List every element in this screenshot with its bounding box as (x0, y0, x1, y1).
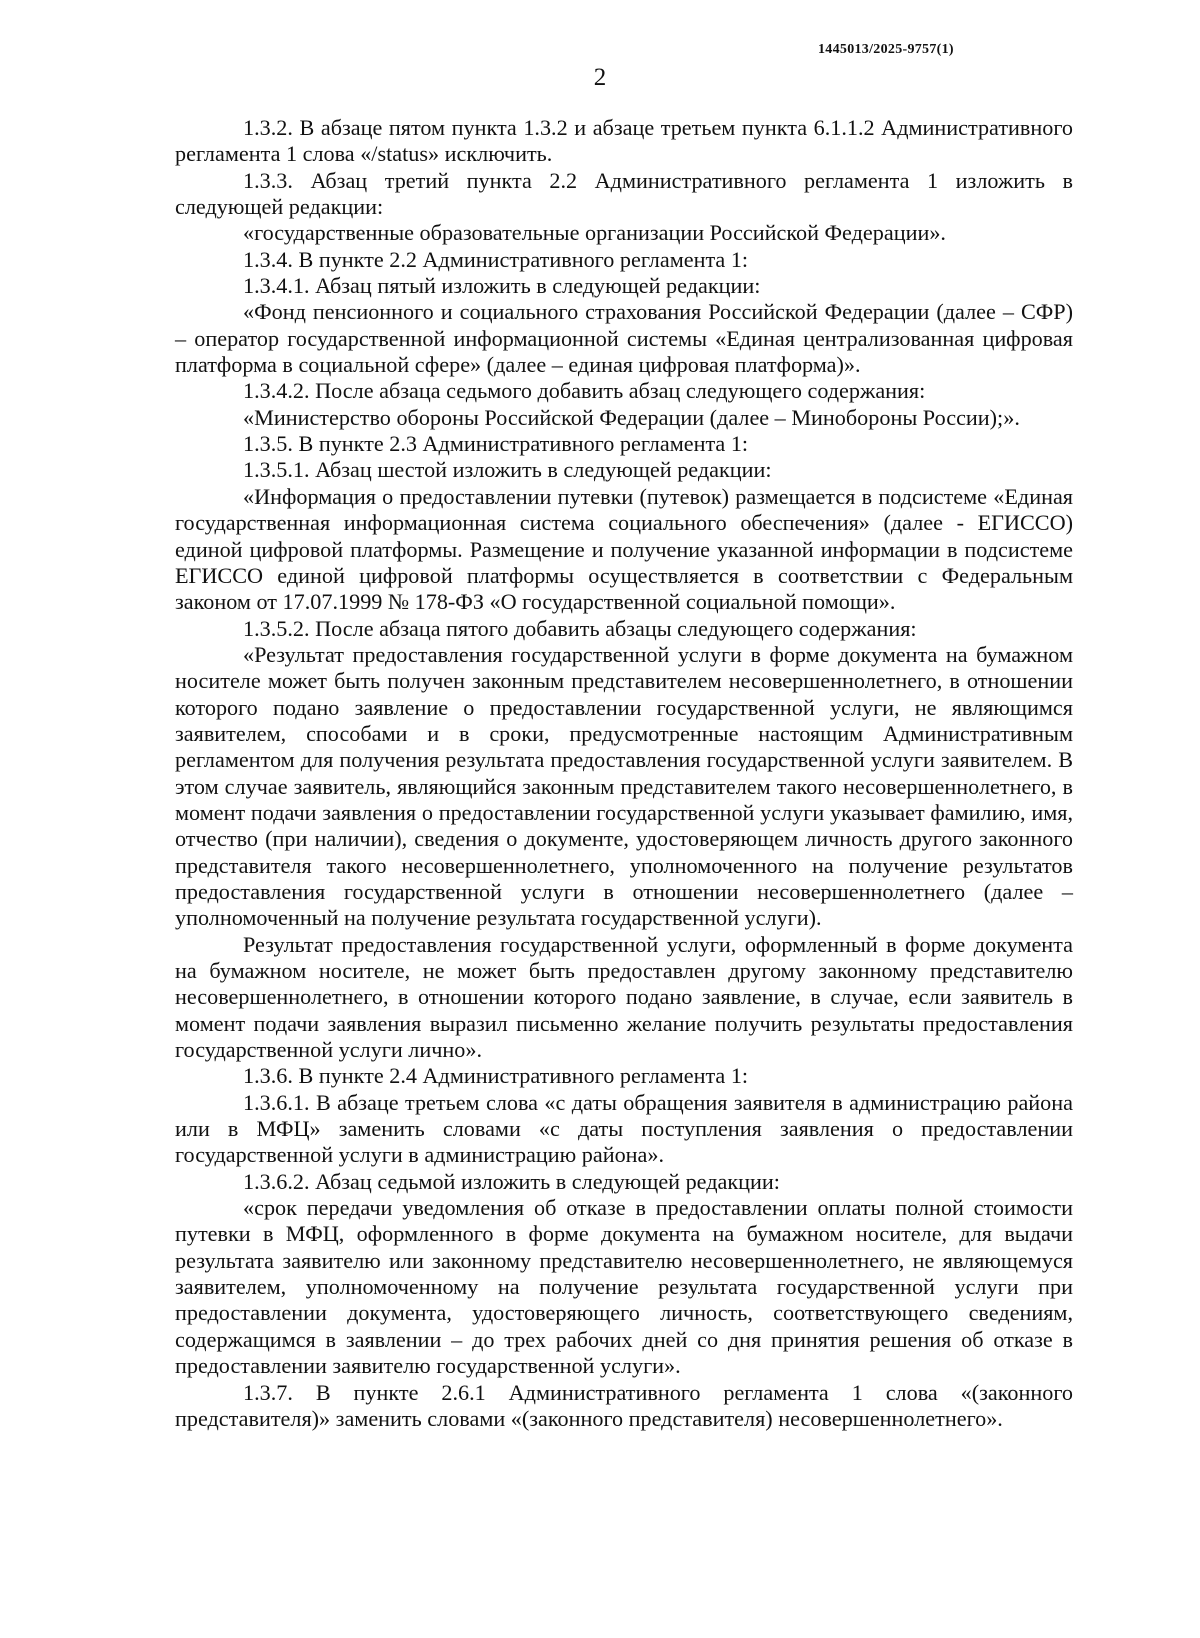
quoted-text: «государственные образовательные организации Российской Федерации». (243, 220, 946, 246)
paragraph-1-3-4: 1.3.4. В пункте 2.2 Административного регламента 1: (243, 246, 749, 272)
paragraph-1-3-3: 1.3.3. Абзац третий пункта 2.2 Административного регламента 1 изложить в следующей редакции: (175, 167, 1073, 220)
paragraph-1-3-5: 1.3.5. В пункте 2.3 Административного регламента 1: (243, 431, 749, 457)
paragraph-1-3-6-1: 1.3.6.1. В абзаце третьем слова «с даты обращения заявителя в администрацию района или в МФЦ» заменить словами «с даты поступления заявления о предоставлении государственной услуги в администрацию района». (175, 1089, 1073, 1168)
quoted-text: «Информация о предоставлении путевки (путевок) размещается в подсистеме «Единая государственная информационная система социального обеспечения» (далее - ЕГИССО) единой цифровой платформы. Размещение и получение указанной информации в подсистеме ЕГИССО единой цифровой платформы осуществляется в соответствии с Федеральным законом от 17.07.1999 № 178-ФЗ «О государственной социальной помощи». (175, 483, 1073, 615)
quoted-text: «Фонд пенсионного и социального страхования Российской Федерации (далее – СФР) – оператор государственной информационной системы «Единая централизованная цифровая платформа в социальной сфере» (далее – единая цифровая платформа)». (175, 299, 1073, 378)
paragraph-1-3-5-1: 1.3.5.1. Абзац шестой изложить в следующей редакции: (243, 457, 772, 483)
quoted-text: «срок передачи уведомления об отказе в предоставлении оплаты полной стоимости путевки в МФЦ, оформленного в форме документа на бумажном носителе, для выдачи результата заявителю или законному представителю несовершеннолетнего, не являющемуся заявителем, уполномоченному на получение результата государственной услуги при предоставлении документа, удостоверяющего личность, соответствующего сведениям, содержащимся в заявлении – до трех рабочих дней со дня принятия решения об отказе в предоставлении заявителю государственной услуги». (175, 1195, 1073, 1379)
paragraph-1-3-4-2: 1.3.4.2. После абзаца седьмого добавить абзац следующего содержания: (243, 378, 926, 404)
paragraph-1-3-5-2: 1.3.5.2. После абзаца пятого добавить абзацы следующего содержания: (243, 615, 917, 641)
paragraph-1-3-6-2: 1.3.6.2. Абзац седьмой изложить в следующей редакции: (243, 1168, 780, 1194)
document-id: 1445013/2025-9757(1) (818, 42, 954, 57)
paragraph-1-3-2: 1.3.2. В абзаце пятом пункта 1.3.2 и абзаце третьем пункта 6.1.1.2 Административного регламента 1 слова «/status» исключить. (175, 115, 1073, 167)
page-number: 2 (593, 64, 607, 91)
document-body (175, 115, 1073, 1432)
quoted-text: Результат предоставления государственной услуги, оформленный в форме документа на бумажном носителе, не может быть предоставлен другому законному представителю несовершеннолетнего, в отношении которого подано заявление, в случае, если заявитель в момент подачи заявления выразил письменно желание получить результаты предоставления государственной услуги лично». (175, 931, 1073, 1063)
quoted-text: «Результат предоставления государственной услуги в форме документа на бумажном носителе может быть получен законным представителем несовершеннолетнего, в отношении которого подано заявление о предоставлении государственной услуги, не являющимся заявителем, способами и в сроки, предусмотренные настоящим Административным регламентом для получения результата предоставления государственной услуги заявителем. В этом случае заявитель, являющийся законным представителем такого несовершеннолетнего, в момент подачи заявления о предоставлении государственной услуги указывает фамилию, имя, отчество (при наличии), сведения о документе, удостоверяющем личность другого законного представителя такого несовершеннолетнего, уполномоченного на получение результатов предоставления государственной услуги в отношении несовершеннолетнего (далее – уполномоченный на получение результата государственной услуги). (175, 641, 1073, 931)
paragraph-1-3-6: 1.3.6. В пункте 2.4 Административного регламента 1: (243, 1063, 749, 1089)
paragraph-1-3-7: 1.3.7. В пункте 2.6.1 Административного регламента 1 слова «(законного представителя)» заменить словами «(законного представителя) несовершеннолетнего». (175, 1379, 1073, 1431)
quoted-text: «Министерство обороны Российской Федерации (далее – Минобороны России);». (243, 404, 1020, 430)
paragraph-1-3-4-1: 1.3.4.1. Абзац пятый изложить в следующей редакции: (243, 273, 761, 299)
